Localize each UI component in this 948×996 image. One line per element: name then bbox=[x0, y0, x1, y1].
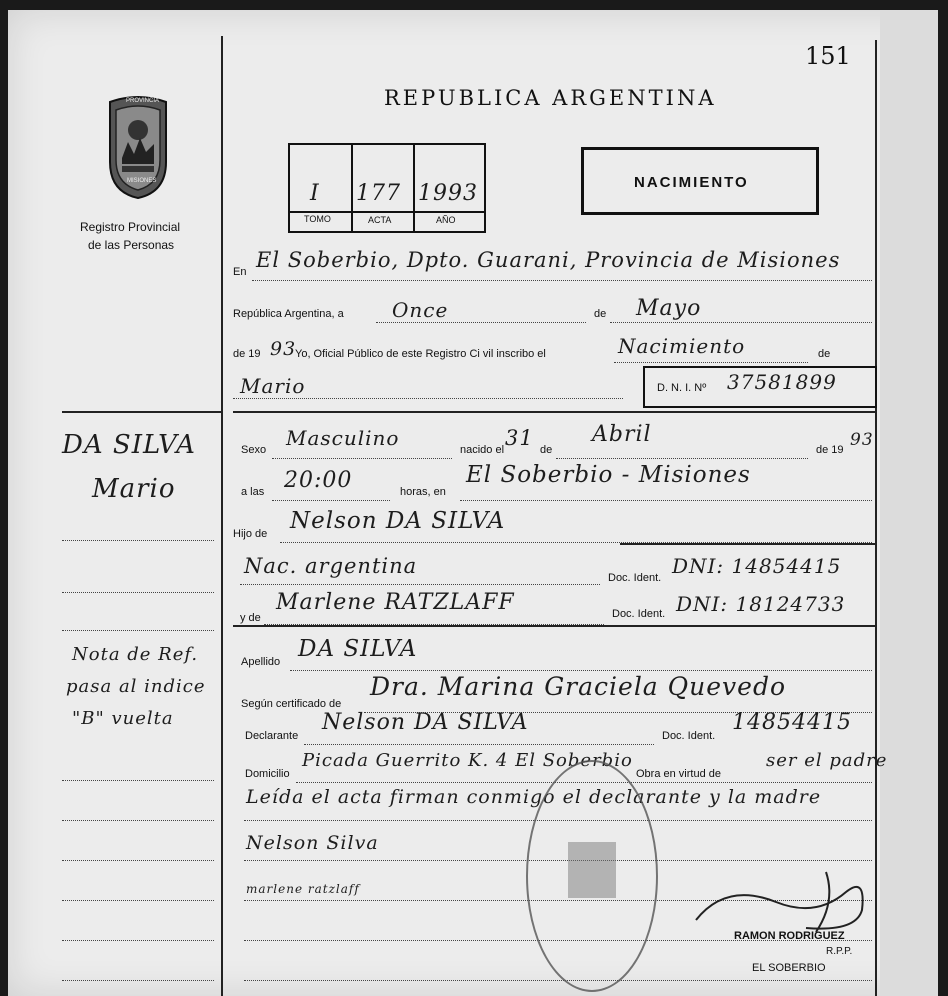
certificate-value: Dra. Marina Graciela Quevedo bbox=[370, 672, 787, 701]
margin-rule bbox=[62, 780, 214, 781]
record-type-box bbox=[581, 147, 819, 215]
margin-rule bbox=[62, 630, 214, 631]
birth-year: 93 bbox=[850, 430, 874, 450]
margin-separator bbox=[62, 411, 222, 413]
record-type: NACIMIENTO bbox=[634, 174, 749, 191]
act-de-label: de bbox=[818, 348, 831, 360]
mother-doc: DNI: 18124733 bbox=[676, 592, 846, 616]
acta-value: 177 bbox=[356, 181, 401, 206]
rule bbox=[264, 624, 604, 625]
registry-line-1: Registro Provincial bbox=[80, 220, 181, 234]
dni-value: 37581899 bbox=[727, 370, 837, 394]
tomo-label: TOMO bbox=[304, 214, 331, 224]
obra-value: ser el padre bbox=[766, 750, 888, 771]
sexo-label: Sexo bbox=[241, 444, 267, 456]
parents-separator-bottom bbox=[233, 625, 876, 627]
apellido-value: DA SILVA bbox=[298, 636, 418, 662]
father-name: Nelson DA SILVA bbox=[290, 508, 506, 534]
registry-line-2: de las Personas bbox=[88, 238, 175, 252]
rule bbox=[240, 584, 600, 585]
province-emblem bbox=[102, 92, 174, 200]
reading-line: Leída el acta firman conmigo el declarante y la madre bbox=[246, 786, 822, 808]
registry-seal bbox=[526, 760, 658, 992]
birth-place: El Soberbio - Misiones bbox=[466, 462, 751, 488]
rule bbox=[290, 670, 872, 671]
emblem-text-top: PROVINCIA bbox=[126, 98, 160, 104]
rule bbox=[280, 542, 872, 543]
emblem-text-bottom: MISIONES bbox=[127, 178, 157, 184]
rule bbox=[233, 398, 623, 399]
rule bbox=[376, 322, 586, 323]
month-de-label: de bbox=[594, 308, 607, 320]
rule bbox=[460, 500, 872, 501]
margin-rule bbox=[62, 940, 214, 941]
rule bbox=[610, 322, 872, 323]
place-value: El Soberbio, Dpto. Guarani, Provincia de Misiones bbox=[256, 248, 841, 272]
margin-note-line-1: Nota de Ref. bbox=[72, 644, 199, 665]
rule bbox=[272, 458, 452, 459]
margin-rule bbox=[62, 900, 214, 901]
obra-label: Obra en virtud de bbox=[636, 768, 721, 780]
father-signature: Nelson Silva bbox=[246, 832, 379, 854]
officer-role: R.P.P. bbox=[826, 946, 853, 957]
page-number: 151 bbox=[805, 42, 851, 70]
hour-value: 20:00 bbox=[284, 468, 353, 493]
declarante-label: Declarante bbox=[245, 730, 299, 742]
document-title: REPUBLICA ARGENTINA bbox=[384, 86, 717, 110]
birth-day: 31 bbox=[505, 426, 534, 450]
seal-emblem bbox=[568, 842, 616, 898]
tomo-value: I bbox=[310, 181, 320, 206]
page-edge bbox=[880, 10, 938, 996]
birth-month: Abril bbox=[592, 422, 652, 447]
address-value: Picada Guerrito K. 4 El Soberbio bbox=[302, 750, 633, 771]
officer-place: EL SOBERBIO bbox=[752, 962, 826, 974]
father-nationality: Nac. argentina bbox=[244, 554, 418, 578]
nacido-label: nacido el bbox=[460, 444, 505, 456]
margin-rule bbox=[62, 820, 214, 821]
horas-label: horas, en bbox=[400, 486, 446, 498]
yde-label: y de bbox=[240, 612, 261, 624]
margin-note-line-3: "B" vuelta bbox=[72, 708, 174, 729]
officer-text: Yo, Oficial Público de este Registro Ci vil inscribo el bbox=[295, 348, 546, 360]
rule bbox=[272, 500, 390, 501]
birth-month-label: de bbox=[540, 444, 553, 456]
father-doc: DNI: 14854415 bbox=[672, 554, 842, 578]
act-kind: Nacimiento bbox=[618, 334, 746, 358]
margin-surname: DA SILVA bbox=[62, 430, 196, 460]
sex-value: Masculino bbox=[286, 426, 400, 450]
declarant-doc: 14854415 bbox=[732, 710, 852, 735]
domicilio-label: Domicilio bbox=[245, 768, 290, 780]
rule bbox=[614, 362, 808, 363]
dni-box bbox=[643, 366, 877, 408]
margin-rule bbox=[62, 592, 214, 593]
officer-name: RAMON RODRIGUEZ bbox=[734, 930, 845, 942]
mother-doc-label: Doc. Ident. bbox=[612, 608, 666, 620]
rule bbox=[556, 458, 808, 459]
record-number-box bbox=[288, 143, 486, 233]
child-name: Mario bbox=[240, 374, 306, 398]
acta-label: ACTA bbox=[368, 215, 392, 225]
ano-label: AÑO bbox=[436, 215, 456, 225]
month-value: Mayo bbox=[636, 296, 702, 321]
republica-label: República Argentina, a bbox=[233, 308, 344, 320]
year-prefix-label: de 19 bbox=[233, 348, 261, 360]
rule bbox=[304, 744, 654, 745]
declarant-doc-label: Doc. Ident. bbox=[662, 730, 716, 742]
dni-label: D. N. I. Nº bbox=[657, 382, 707, 394]
right-border bbox=[875, 40, 877, 996]
section-separator bbox=[233, 411, 876, 413]
mother-name: Marlene RATZLAFF bbox=[276, 590, 515, 615]
margin-rule bbox=[62, 860, 214, 861]
ano-value: 1993 bbox=[418, 181, 478, 206]
rule bbox=[252, 280, 872, 281]
en-label: En bbox=[233, 266, 247, 278]
apellido-label: Apellido bbox=[241, 656, 281, 668]
margin-note-line-2: pasa al indice bbox=[66, 676, 206, 697]
margin-divider bbox=[221, 36, 223, 996]
margin-given-name: Mario bbox=[92, 474, 176, 504]
hijo-label: Hijo de bbox=[233, 528, 268, 540]
mother-signature: marlene ratzlaff bbox=[246, 882, 360, 896]
day-words: Once bbox=[392, 298, 449, 322]
hour-label: a las bbox=[241, 486, 265, 498]
margin-rule bbox=[62, 980, 214, 981]
father-doc-label: Doc. Ident. bbox=[608, 572, 662, 584]
rule bbox=[244, 980, 872, 981]
declarant-name: Nelson DA SILVA bbox=[322, 710, 529, 735]
year-digits: 93 bbox=[270, 338, 297, 360]
birth-year-label: de 19 bbox=[816, 444, 844, 456]
margin-rule bbox=[62, 540, 214, 541]
segun-label: Según certificado de bbox=[241, 698, 342, 710]
parents-separator-top bbox=[620, 543, 875, 545]
